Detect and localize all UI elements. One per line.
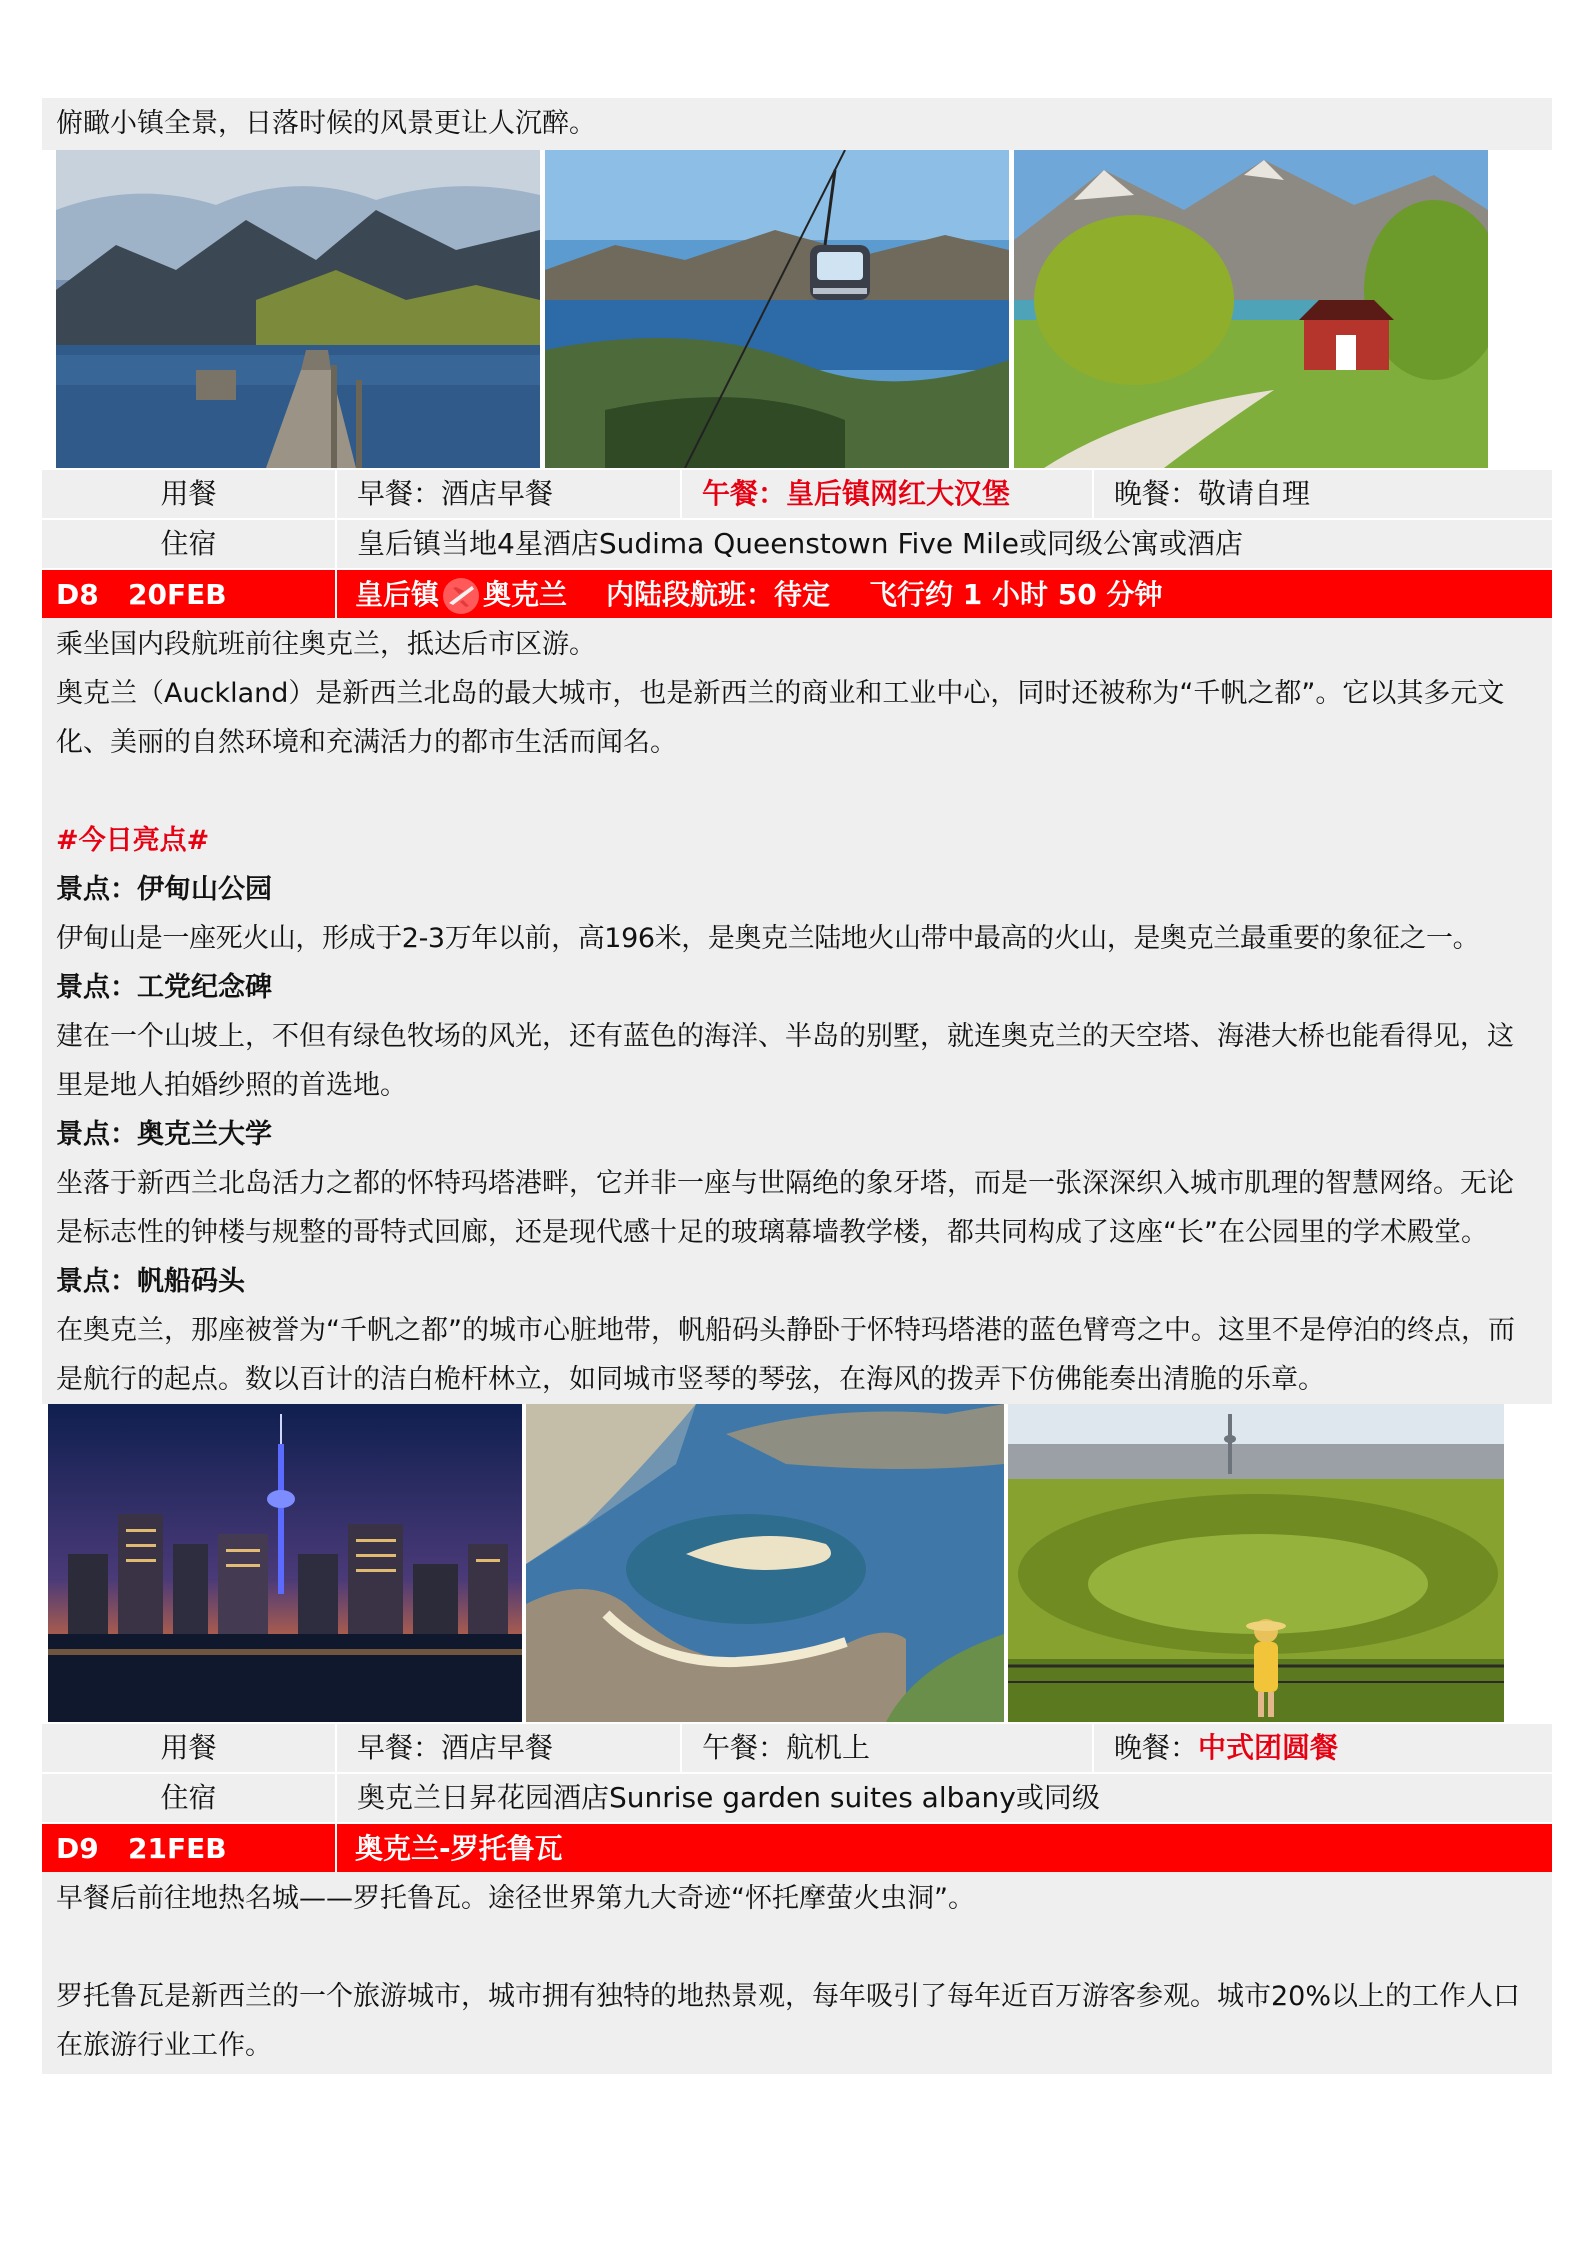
photo-mt-eden-crater xyxy=(1008,1404,1504,1722)
breakfast-cell: 早餐：酒店早餐 xyxy=(337,470,682,518)
day9-paragraph-1: 早餐后前往地热名城——罗托鲁瓦。途径世界第九大奇迹“怀托摩萤火虫洞”。 xyxy=(56,1883,975,1914)
photo-aerial-harbour-beach xyxy=(526,1404,1004,1722)
day8-content xyxy=(42,618,1552,1404)
day8-paragraph-1: 乘坐国内段航班前往奥克兰，抵达后市区游。 xyxy=(56,629,596,660)
stay-label: 住宿 xyxy=(42,1774,337,1822)
stay-value: 奥克兰日昇花园酒店Sunrise garden suites albany或同级 xyxy=(357,1781,1100,1814)
lunch-cell: 午餐：航机上 xyxy=(682,1724,1094,1772)
spot-desc-labour-monument: 建在一个山坡上，不但有绿色牧场的风光，还有蓝色的海洋、半岛的别墅，就连奥克兰的天空塔、海港大桥也能看得见，这里是地人拍婚纱照的首选地。 xyxy=(56,1021,1514,1101)
day7-meals-row xyxy=(42,468,1552,518)
meals-label: 用餐 xyxy=(42,1724,337,1772)
day9-paragraph-2: 罗托鲁瓦是新西兰的一个旅游城市，城市拥有独特的地热景观，每年吸引了每年近百万游客参观。城市20%以上的工作人口在旅游行业工作。 xyxy=(56,1981,1521,2061)
day8-route-from: 皇后镇 xyxy=(355,578,440,611)
meals-label: 用餐 xyxy=(42,470,337,518)
day8-route-to: 奥克兰 xyxy=(483,578,568,611)
spot-desc-university: 坐落于新西兰北岛活力之都的怀特玛塔港畔，它并非一座与世隔绝的象牙塔，而是一张深深织入城市肌理的智慧网络。无论是标志性的钟楼与规整的哥特式回廊，还是现代感十足的玻璃幕墙教学楼，都共同构成了这座“长”在公园里的学术殿堂。 xyxy=(56,1168,1514,1248)
day8-date-text: 20FEB xyxy=(127,578,227,611)
day8-date xyxy=(42,570,337,618)
airplane-icon xyxy=(441,576,481,616)
day9-content xyxy=(42,1872,1552,2074)
highlights-heading: #今日亮点# xyxy=(56,825,210,856)
photo-glenorchy-wharf xyxy=(56,150,540,468)
spot-desc-viaduct-harbour: 在奥克兰，那座被誉为“千帆之都”的城市心脏地带，帆船码头静卧于怀特玛塔港的蓝色臂弯之中。这里不是停泊的终点，而是航行的起点。数以百计的洁白桅杆林立，如同城市竖琴的琴弦，在海风的拨弄下仿佛能奏出清脆的乐章。 xyxy=(56,1315,1515,1395)
dinner-prefix: 晚餐： xyxy=(1114,1731,1199,1764)
day8-duration: 飞行约 1 小时 50 分钟 xyxy=(869,578,1163,611)
stay-value: 皇后镇当地4星酒店Sudima Queenstown Five Mile或同级公寓或酒店 xyxy=(357,527,1243,560)
photo-red-boat-shed xyxy=(1014,150,1488,468)
intro-text: 俯瞰小镇全景，日落时候的风景更让人沉醉。 xyxy=(56,108,596,139)
day9-route: 奥克兰-罗托鲁瓦 xyxy=(355,1832,563,1865)
day8-day-number: D8 xyxy=(56,578,99,611)
day9-date-text: 21FEB xyxy=(127,1832,227,1865)
itinerary-page xyxy=(42,98,1552,2074)
day9-day-number: D9 xyxy=(56,1832,99,1865)
day8-meals-row xyxy=(42,1722,1552,1772)
day9-header xyxy=(42,1822,1552,1872)
photo-queenstown-gondola xyxy=(545,150,1009,468)
breakfast-cell: 早餐：酒店早餐 xyxy=(337,1724,682,1772)
lunch-cell: 午餐：皇后镇网红大汉堡 xyxy=(682,470,1094,518)
day7-stay-row xyxy=(42,518,1552,568)
day8-paragraph-2: 奥克兰（Auckland）是新西兰北岛的最大城市，也是新西兰的商业和工业中心，同时还被称为“千帆之都”。它以其多元文化、美丽的自然环境和充满活力的都市生活而闻名。 xyxy=(56,678,1505,758)
day8-route xyxy=(337,570,1163,618)
dinner-special: 中式团圆餐 xyxy=(1198,1731,1339,1764)
day8-header xyxy=(42,568,1552,618)
dinner-cell xyxy=(1094,1724,1552,1772)
day9-date xyxy=(42,1824,337,1872)
day7-photo-strip xyxy=(42,150,1552,468)
intro-block xyxy=(42,98,1552,150)
spot-title-viaduct-harbour: 景点：帆船码头 xyxy=(56,1266,245,1297)
spot-title-university: 景点：奥克兰大学 xyxy=(56,1119,272,1150)
day8-stay-row xyxy=(42,1772,1552,1822)
spot-desc-mt-eden: 伊甸山是一座死火山，形成于2-3万年以前，高196米，是奥克兰陆地火山带中最高的火山，是奥克兰最重要的象征之一。 xyxy=(56,923,1480,954)
dinner-cell: 晚餐：敬请自理 xyxy=(1114,477,1311,510)
photo-auckland-night-skyline xyxy=(48,1404,522,1722)
day8-photo-strip xyxy=(42,1404,1552,1722)
spot-title-mt-eden: 景点：伊甸山公园 xyxy=(56,874,272,905)
spot-title-labour-monument: 景点：工党纪念碑 xyxy=(56,972,272,1003)
day8-flight: 内陆段航班：待定 xyxy=(606,578,831,611)
stay-label: 住宿 xyxy=(42,520,337,568)
